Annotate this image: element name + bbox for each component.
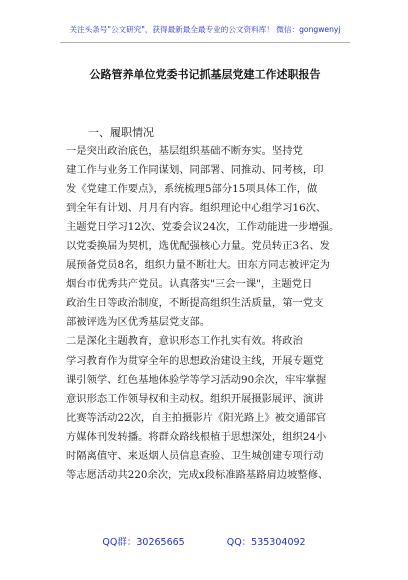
text-line: 二是深化主题教育，意识形态工作扎实有效。将政治 (66, 335, 303, 348)
footer-qq-group: QQ群：30265665 (102, 537, 185, 548)
body-text (66, 142, 342, 485)
text-line: 展预备党员8名，组织力量不断壮大。田东方同志被评定为 (66, 259, 330, 272)
text-line: 比赛等活动22次，自主拍摄影片《阳光路上》被交通部官 (66, 411, 327, 424)
text-line: 课引领学、红色基地体验学等学习活动90余次，牢牢掌握 (66, 373, 327, 386)
text-line: 主题党日学习12次、党委会议24次，工作动能进一步增强。 (66, 221, 340, 234)
header-divider (60, 42, 350, 43)
text-line: 等志愿活动共220余次，完成x段标准路基路肩边坡整修、 (66, 468, 329, 481)
text-line: 时隔离值守、来返烟人员信息查验、卫生城创建专项行动 (66, 449, 324, 462)
text-line: 建工作与业务工作同谋划、同部署、同推动、同考核，印 (66, 164, 324, 177)
text-line: 学习教育作为贯穿全年的思想政治建设主线，开展专题党 (66, 354, 324, 367)
text-line: 一是突出政治底色，基层组织基础不断夯实。坚持党 (66, 145, 303, 157)
text-line: 烟台市优秀共产党员。认真落实"三会一课"，主题党日 (66, 278, 313, 291)
section-heading: 一、履职情况 (88, 126, 154, 139)
text-line: 方媒体刊发转播。将群众路线根植于思想深处，组织24小 (66, 430, 327, 443)
text-line: 部被评选为区优秀基层党支部。 (66, 316, 211, 329)
header-banner: 关注头条号"公文研究"，获得最新最全最专业的公文资料库！ 微信：gongwenyj (69, 25, 341, 34)
text-line: 以党委换届为契机，选优配强核心力量。党员转正3名、发 (66, 240, 330, 253)
footer-qq: QQ：535304092 (226, 537, 306, 548)
document-title: 公路管养单位党委书记抓基层党建工作述职报告 (89, 68, 321, 81)
text-line: 意识形态工作领导权和主动权。组织开展摄影展评、演讲 (66, 392, 324, 405)
footer-contact (0, 534, 408, 548)
text-line: 到全年有计划、月月有内容。组织理论中心组学习16次、 (66, 202, 327, 215)
text-line: 政治生日等政治制度，不断提高组织生活质量，第一党支 (66, 297, 324, 310)
text-line: 发《党建工作要点》，系统梳理5部分15项具体工作，做 (66, 183, 318, 196)
